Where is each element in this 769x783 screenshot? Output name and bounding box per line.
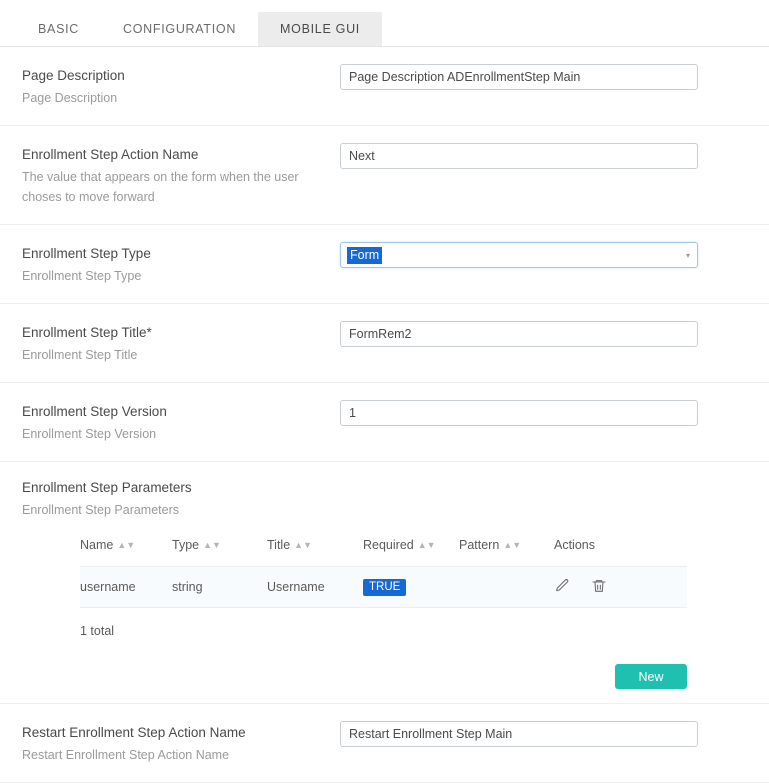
field-help: The value that appears on the form when the user choses to move forward (22, 170, 299, 204)
field-control (340, 242, 749, 268)
cell-name: username (80, 567, 172, 608)
table-row[interactable] (80, 567, 687, 608)
select-box[interactable] (340, 242, 698, 268)
field-row-enrollment-step-action-name (0, 126, 769, 225)
enrollment-step-parameters-section (0, 462, 769, 704)
column-label: Type (172, 538, 200, 552)
tab-bar (0, 0, 769, 46)
field-title: Enrollment Step Title* (22, 325, 152, 340)
field-labels (22, 143, 340, 207)
column-header-title[interactable] (267, 538, 363, 567)
field-row-enrollment-step-title (0, 304, 769, 383)
field-control (340, 721, 749, 747)
sort-icon[interactable]: ▲▼ (203, 540, 221, 551)
column-label: Required (363, 538, 414, 552)
enrollment-step-title-input[interactable] (340, 321, 698, 347)
field-help: Enrollment Step Version (22, 427, 157, 441)
field-labels (22, 242, 340, 286)
field-control (340, 143, 749, 169)
params-help: Enrollment Step Parameters (22, 503, 180, 517)
column-label: Title (267, 538, 291, 552)
pencil-icon[interactable] (554, 578, 572, 596)
field-labels (22, 721, 340, 765)
sort-icon[interactable]: ▲▼ (117, 540, 136, 551)
field-labels (22, 64, 340, 108)
field-row-enrollment-step-type (0, 225, 769, 304)
field-title: Page Description (22, 68, 125, 83)
field-labels (22, 321, 340, 365)
field-title: Enrollment Step Version (22, 404, 167, 419)
cell-type: string (172, 567, 267, 608)
enrollment-step-type-select[interactable] (340, 242, 698, 268)
table-header-row (80, 538, 687, 567)
field-title: Restart Enrollment Step Action Name (22, 725, 246, 740)
sort-icon[interactable]: ▲▼ (294, 540, 312, 551)
parameters-table (80, 538, 687, 608)
cell-pattern (459, 567, 554, 608)
field-help: Enrollment Step Title (22, 348, 138, 362)
field-control (340, 400, 749, 426)
column-header-required[interactable] (363, 538, 459, 567)
sort-icon[interactable]: ▲▼ (503, 540, 522, 551)
cell-required (363, 567, 459, 608)
field-row-enrollment-step-version (0, 383, 769, 462)
trash-icon[interactable] (591, 578, 609, 596)
restart-enrollment-step-action-name-input[interactable] (340, 721, 698, 747)
enrollment-step-version-input[interactable] (340, 400, 698, 426)
parameters-table-wrap (22, 538, 749, 608)
select-selected-value: Form (347, 247, 382, 264)
new-button[interactable]: New (615, 664, 687, 689)
column-label: Pattern (459, 538, 500, 552)
chevron-down-icon[interactable]: ▾ (685, 251, 690, 260)
sort-icon[interactable]: ▲▼ (417, 540, 436, 551)
field-row-page-description (0, 47, 769, 126)
tab-basic[interactable]: BASIC (38, 22, 80, 36)
new-button-row (22, 664, 749, 689)
column-header-name[interactable] (80, 538, 172, 567)
field-help: Page Description (22, 91, 118, 105)
column-header-pattern[interactable] (459, 538, 554, 567)
column-header-type[interactable] (172, 538, 267, 567)
enrollment-step-action-name-input[interactable] (340, 143, 698, 169)
tab-configuration[interactable]: CONFIGURATION (123, 22, 237, 36)
field-labels (22, 400, 340, 444)
cell-title: Username (267, 567, 363, 608)
field-title: Enrollment Step Type (22, 246, 151, 261)
field-control (340, 321, 749, 347)
table-body (80, 567, 687, 608)
cell-actions (554, 567, 687, 608)
column-label: Name (80, 538, 114, 552)
column-header-actions (554, 538, 687, 567)
table-head (80, 538, 687, 567)
field-control (340, 64, 749, 90)
status-badge: TRUE (363, 579, 406, 596)
params-title: Enrollment Step Parameters (22, 480, 192, 495)
table-total-label: 1 total (80, 624, 115, 638)
column-label: Actions (554, 538, 595, 552)
field-help: Restart Enrollment Step Action Name (22, 748, 230, 762)
page-description-input[interactable] (340, 64, 698, 90)
tab-mobile-gui[interactable]: MOBILE GUI (258, 12, 382, 46)
field-row-restart-enrollment-step-action-name (0, 704, 769, 783)
field-title: Enrollment Step Action Name (22, 147, 199, 162)
field-help: Enrollment Step Type (22, 269, 142, 283)
